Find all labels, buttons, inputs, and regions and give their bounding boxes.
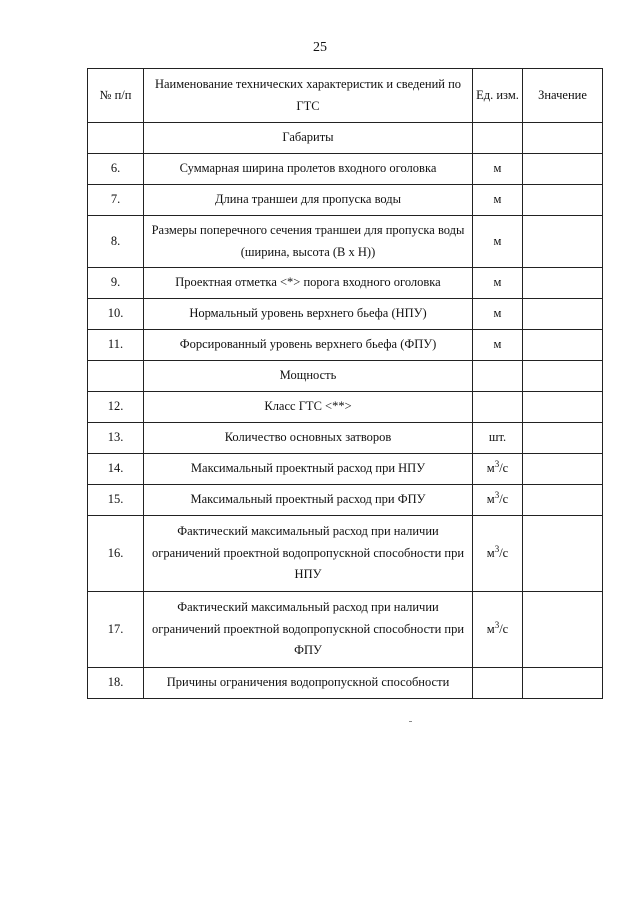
cell-name: Суммарная ширина пролетов входного оголовка — [144, 154, 473, 185]
cell-num — [88, 361, 144, 392]
cell-name: Максимальный проектный расход при НПУ — [144, 454, 473, 485]
table-row — [88, 392, 603, 423]
cell-unit: м — [473, 216, 523, 268]
unit-superscript: 3 — [494, 619, 500, 630]
cell-value[interactable] — [523, 454, 603, 485]
cell-value[interactable] — [523, 423, 603, 454]
cell-name: Нормальный уровень верхнего бьефа (НПУ) — [144, 299, 473, 330]
cell-name: Длина траншеи для пропуска воды — [144, 185, 473, 216]
cell-num: 8. — [88, 216, 144, 268]
table-row — [88, 485, 603, 516]
cell-unit: м — [473, 330, 523, 361]
table-row — [88, 185, 603, 216]
cell-num — [88, 123, 144, 154]
scan-artifact — [409, 721, 412, 722]
table-row — [88, 154, 603, 185]
header-unit: Ед. изм. — [473, 69, 523, 123]
cell-num: 18. — [88, 668, 144, 699]
cell-value — [523, 361, 603, 392]
section-row-dimensions — [88, 123, 603, 154]
table-row — [88, 592, 603, 668]
table-row — [88, 216, 603, 268]
cell-value[interactable] — [523, 299, 603, 330]
cell-value[interactable] — [523, 185, 603, 216]
cell-unit — [473, 392, 523, 423]
unit-superscript: 3 — [494, 543, 500, 554]
cell-unit: м — [473, 268, 523, 299]
cell-num: 13. — [88, 423, 144, 454]
unit-tail: /с — [499, 621, 509, 636]
cell-name: Фактический максимальный расход при наличии ограничений проектной водопропускной способности при ФПУ — [144, 592, 473, 668]
table-row — [88, 516, 603, 592]
cell-unit — [473, 592, 523, 668]
cell-unit: м — [473, 154, 523, 185]
cell-name: Причины ограничения водопропускной способности — [144, 668, 473, 699]
section-row-power — [88, 361, 603, 392]
header-name: Наименование технических характеристик и сведений по ГТС — [144, 69, 473, 123]
table-row — [88, 268, 603, 299]
unit-base: м — [486, 492, 495, 507]
cell-num: 10. — [88, 299, 144, 330]
cell-value[interactable] — [523, 154, 603, 185]
cell-num: 6. — [88, 154, 144, 185]
cell-name: Класс ГТС <**> — [144, 392, 473, 423]
cell-num: 16. — [88, 516, 144, 592]
unit-base: м — [486, 461, 495, 476]
cell-name: Форсированный уровень верхнего бьефа (ФПУ) — [144, 330, 473, 361]
cell-num: 9. — [88, 268, 144, 299]
cell-name: Проектная отметка <*> порога входного оголовка — [144, 268, 473, 299]
cell-unit — [473, 454, 523, 485]
cell-unit — [473, 361, 523, 392]
cell-value[interactable] — [523, 392, 603, 423]
cell-unit: м — [473, 185, 523, 216]
cell-name: Размеры поперечного сечения траншеи для пропуска воды (ширина, высота (В x Н)) — [144, 216, 473, 268]
cell-unit — [473, 516, 523, 592]
table-row — [88, 454, 603, 485]
cell-name: Максимальный проектный расход при ФПУ — [144, 485, 473, 516]
cell-unit — [473, 668, 523, 699]
header-num: № п/п — [88, 69, 144, 123]
unit-superscript: 3 — [494, 458, 500, 469]
unit-tail: /с — [499, 545, 509, 560]
cell-value[interactable] — [523, 516, 603, 592]
specification-table — [87, 68, 603, 699]
cell-value[interactable] — [523, 330, 603, 361]
cell-num: 11. — [88, 330, 144, 361]
table-header-row — [88, 69, 603, 123]
cell-value[interactable] — [523, 216, 603, 268]
cell-num: 14. — [88, 454, 144, 485]
cell-value[interactable] — [523, 592, 603, 668]
unit-tail: /с — [499, 492, 509, 507]
cell-unit: м — [473, 299, 523, 330]
unit-tail: /с — [499, 461, 509, 476]
header-value: Значение — [523, 69, 603, 123]
unit-superscript: 3 — [494, 489, 500, 500]
cell-num: 12. — [88, 392, 144, 423]
cell-value[interactable] — [523, 485, 603, 516]
cell-value — [523, 123, 603, 154]
cell-num: 15. — [88, 485, 144, 516]
section-title: Габариты — [144, 123, 473, 154]
cell-unit — [473, 123, 523, 154]
table-row — [88, 299, 603, 330]
unit-base: м — [486, 621, 495, 636]
cell-unit — [473, 485, 523, 516]
unit-base: м — [486, 545, 495, 560]
cell-name: Количество основных затворов — [144, 423, 473, 454]
table-row — [88, 668, 603, 699]
cell-value[interactable] — [523, 668, 603, 699]
cell-value[interactable] — [523, 268, 603, 299]
cell-num: 7. — [88, 185, 144, 216]
table-row — [88, 423, 603, 454]
section-title: Мощность — [144, 361, 473, 392]
table-row — [88, 330, 603, 361]
cell-name: Фактический максимальный расход при наличии ограничений проектной водопропускной способности при НПУ — [144, 516, 473, 592]
cell-unit: шт. — [473, 423, 523, 454]
cell-num: 17. — [88, 592, 144, 668]
page-number: 25 — [313, 40, 327, 55]
